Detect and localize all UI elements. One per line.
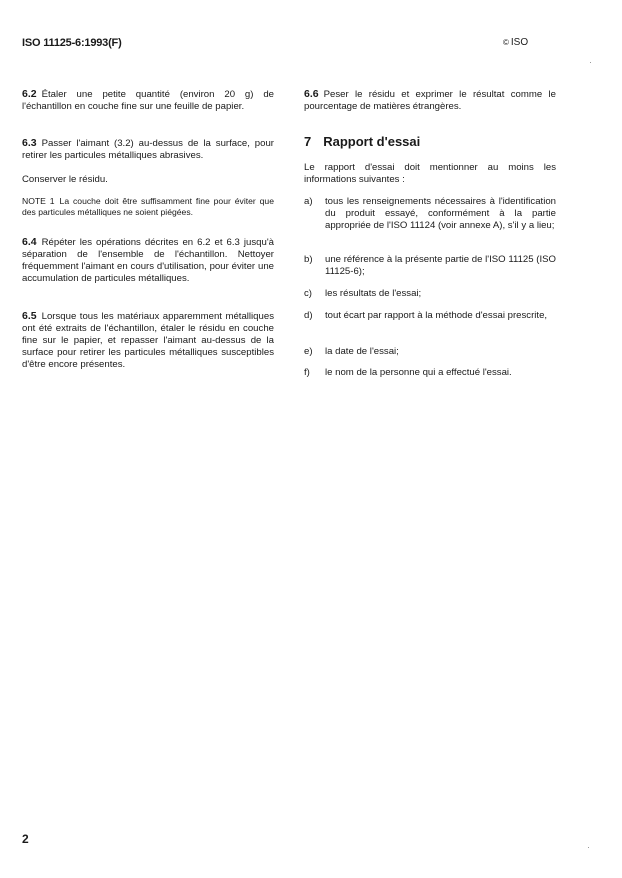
item-label: b): [304, 254, 313, 265]
section-6-4: [22, 236, 274, 285]
section-7-intro: [304, 162, 556, 186]
item-text: les résultats de l'essai;: [325, 288, 422, 299]
section-number: 6.4: [22, 236, 37, 248]
paragraph: Le rapport d'essai doit mentionner au moins les informations suivantes :: [304, 162, 556, 185]
conserve-residue-text: [22, 174, 274, 186]
item-text: tous les renseignements nécessaires à l'identification du produit essayé, conformément à la partie appropriée de l'ISO 11124 (voir annexe A), s'il y a lieu;: [325, 196, 556, 231]
section-text: Étaler une petite quantité (environ 20 g) de l'échantillon en couche fine sur une feuille de papier.: [22, 89, 274, 112]
section-number: 6.2: [22, 88, 37, 100]
list-item: [304, 346, 556, 358]
heading-title: Rapport d'essai: [323, 134, 421, 149]
section-number: 6.3: [22, 137, 37, 149]
list-item: [304, 254, 556, 278]
copyright-owner: ISO: [510, 37, 529, 48]
item-text: la date de l'essai;: [325, 346, 399, 357]
page-number: 2: [22, 832, 29, 846]
section-6-3: [22, 137, 274, 162]
list-item: [304, 196, 556, 232]
note-1: [22, 196, 274, 218]
item-text: une référence à la présente partie de l'ISO 11125 (ISO 11125-6);: [325, 254, 556, 277]
list-item: [304, 310, 556, 322]
section-6-2: [22, 88, 274, 113]
standard-reference: ISO 11125-6:1993(F): [22, 37, 122, 49]
section-7-heading: [304, 136, 556, 148]
paragraph: Conserver le résidu.: [22, 174, 108, 185]
item-label: c): [304, 288, 312, 299]
list-item: [304, 367, 556, 379]
section-text: Lorsque tous les matériaux apparemment métalliques ont été extraits de l'échantillon, étaler le résidu en couche fine sur le papier, et repasser l'aimant au-dessus de la surface pour retirer les particules métalliques susceptibles d'être encore présentes.: [22, 311, 274, 370]
section-text: Répéter les opérations décrites en 6.2 et 6.3 jusqu'à séparation de l'ensemble de l'échantillon. Nettoyer fréquemment l'aimant en cours d'utilisation, pour éviter une accumulation de particules métalliques.: [22, 237, 274, 284]
note-text: La couche doit être suffisamment fine pour éviter que des particules métalliques ne soient piégées.: [22, 196, 274, 217]
item-label: d): [304, 310, 313, 321]
note-label: NOTE 1: [22, 196, 55, 206]
scan-speck: [590, 62, 591, 63]
list-item: [304, 288, 556, 300]
section-number: 6.5: [22, 310, 37, 322]
item-label: f): [304, 367, 310, 378]
section-text: Peser le résidu et exprimer le résultat comme le pourcentage de matières étrangères.: [304, 89, 556, 112]
copyright-icon: ©: [503, 38, 509, 47]
item-text: le nom de la personne qui a effectué l'essai.: [325, 367, 512, 378]
item-text: tout écart par rapport à la méthode d'essai prescrite,: [325, 310, 548, 321]
scan-speck: [588, 847, 589, 848]
section-6-6: [304, 88, 556, 113]
copyright-notice: [503, 37, 528, 48]
item-label: e): [304, 346, 313, 357]
report-items-list: [304, 196, 556, 396]
section-6-5: [22, 310, 274, 371]
item-label: a): [304, 196, 313, 207]
heading-number: 7: [304, 134, 312, 149]
section-text: Passer l'aimant (3.2) au-dessus de la surface, pour retirer les particules métalliques abrasives.: [22, 138, 274, 161]
section-number: 6.6: [304, 88, 319, 100]
